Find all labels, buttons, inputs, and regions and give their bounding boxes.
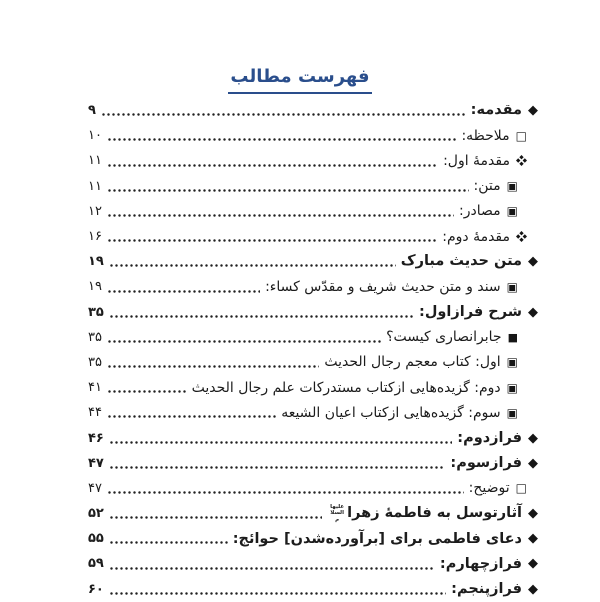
toc-entry-label: فرازپنجم: [451,580,522,597]
toc-entry [88,400,538,425]
diamond-bullet-icon: ◆ [528,581,538,597]
toc-entry-label: سوم: گزیده‌هایی ازکتاب اعیان الشیعه [281,404,501,421]
toc-entry-label: اول: کتاب معجم رجال الحدیث [324,354,501,371]
toc-entry-label: فرازدوم: [457,429,522,446]
page-number: ۴۱ [88,380,102,396]
dotted-leader [107,350,319,375]
page-number: ۳۵ [88,354,102,370]
toc-entry [88,224,538,249]
toc-entry [88,123,538,148]
toc-entry [88,148,538,173]
dotted-leader [107,224,437,249]
page-number: ۳۵ [88,329,102,345]
diamond-bullet-icon: ◆ [528,103,538,119]
toc-entry-label: مصادر: [459,203,501,220]
open-square-bullet-icon: □ [515,128,527,143]
dotted-leader [107,325,381,350]
dotted-square-bullet-icon: ▣ [506,380,518,395]
quad-diamond-bullet-icon [516,231,527,242]
diamond-bullet-icon: ◆ [528,455,538,471]
page-number: ۱۲ [88,203,102,219]
page-number: ۱۰ [88,128,102,144]
dotted-leader [109,249,396,274]
dotted-leader [107,199,454,224]
toc-entry-label: متن حدیث مبارک [400,253,522,270]
toc-entry-label: مقدمهٔ دوم: [442,228,510,245]
toc-entry [88,577,538,602]
diamond-bullet-icon: ◆ [528,531,538,547]
toc-entry-label: ملاحظه: [461,127,510,144]
toc-entry [88,98,538,123]
toc-entry-label: مقدمه: [470,102,522,119]
dotted-leader [109,551,435,576]
page-number: ۵۹ [88,556,104,572]
diamond-bullet-icon: ◆ [528,556,538,572]
diamond-bullet-icon: ◆ [528,304,538,320]
toc-entry-label: شرح فرازاول: [419,303,522,320]
page-number: ۱۶ [88,229,102,245]
dotted-leader [109,526,228,551]
toc-entry-label: متن: [473,178,501,195]
toc-entry [88,274,538,299]
page-number: ۱۹ [88,279,102,295]
toc-entry [88,375,538,400]
page-number: ۴۷ [88,455,104,471]
dotted-leader [109,300,414,325]
dotted-leader [107,400,276,425]
page-number: ۴۶ [88,430,104,446]
toc-entry-label: دعای فاطمی برای [برآورده‌شدن] حوائج: [232,530,522,547]
dotted-leader [107,476,464,501]
toc-entry [88,199,538,224]
toc-entry-label: جابرانصاری کیست؟ [386,329,502,346]
diamond-bullet-icon: ◆ [528,506,538,522]
dotted-leader [109,425,452,450]
toc-entry [88,526,538,551]
dotted-leader [107,375,187,400]
dotted-square-bullet-icon: ▣ [506,204,518,219]
toc-entry [88,476,538,501]
toc-entry [88,325,538,350]
toc-list [88,98,538,602]
toc-entry [88,350,538,375]
toc-entry-label: توضیح: [468,480,510,497]
dotted-square-bullet-icon: ▣ [506,355,518,370]
dotted-square-bullet-icon: ▣ [506,279,518,294]
page-number: ۳۵ [88,304,104,320]
toc-entry [88,174,538,199]
toc-entry-label: مقدمهٔ اول: [443,152,510,169]
dotted-leader [107,274,260,299]
page-number: ۵۲ [88,506,104,522]
toc-entry [88,300,538,325]
toc-entry-label: فرازسوم: [450,454,522,471]
toc-entry-label: دوم: گزیده‌هایی ازکتاب مستدرکات علم رجال الحدیث [191,379,501,396]
toc-entry-label: فرازچهارم: [439,555,522,572]
dotted-square-bullet-icon: ▣ [506,179,518,194]
dotted-leader [109,577,446,602]
toc-entry-label: آثارتوسل به فاطمهٔ زهرا [347,505,522,522]
page-number: ۵۵ [88,531,104,547]
open-square-bullet-icon: □ [515,481,527,496]
page-number: ۱۱ [88,153,102,169]
page-number: ۱۹ [88,254,104,270]
diamond-bullet-icon: ◆ [528,430,538,446]
honorific-mark: علیها السلام [330,504,345,523]
page-title: فهرست مطالب [228,66,371,94]
dotted-leader [109,451,446,476]
quad-diamond-bullet-icon [516,155,527,166]
toc-entry [88,501,538,526]
toc-entry [88,451,538,476]
page-title-wrap [0,52,600,94]
toc-entry [88,551,538,576]
page-number: ۱۱ [88,178,102,194]
toc-entry-label: سند و متن حدیث شریف و مقدّس کساء: [265,278,501,295]
toc-entry [88,249,538,274]
diamond-bullet-icon: ◆ [528,254,538,270]
toc-entry [88,425,538,450]
page-number: ۴۷ [88,480,102,496]
dotted-leader [107,123,456,148]
page-number: ۴۴ [88,405,102,421]
dotted-leader [107,148,438,173]
filled-square-bullet-icon: ■ [507,330,518,344]
page-number: ۹ [88,103,96,119]
dotted-leader [107,174,469,199]
page-number: ۶۰ [88,581,104,597]
dotted-leader [109,501,322,526]
dotted-square-bullet-icon: ▣ [506,405,518,420]
dotted-leader [101,98,466,123]
